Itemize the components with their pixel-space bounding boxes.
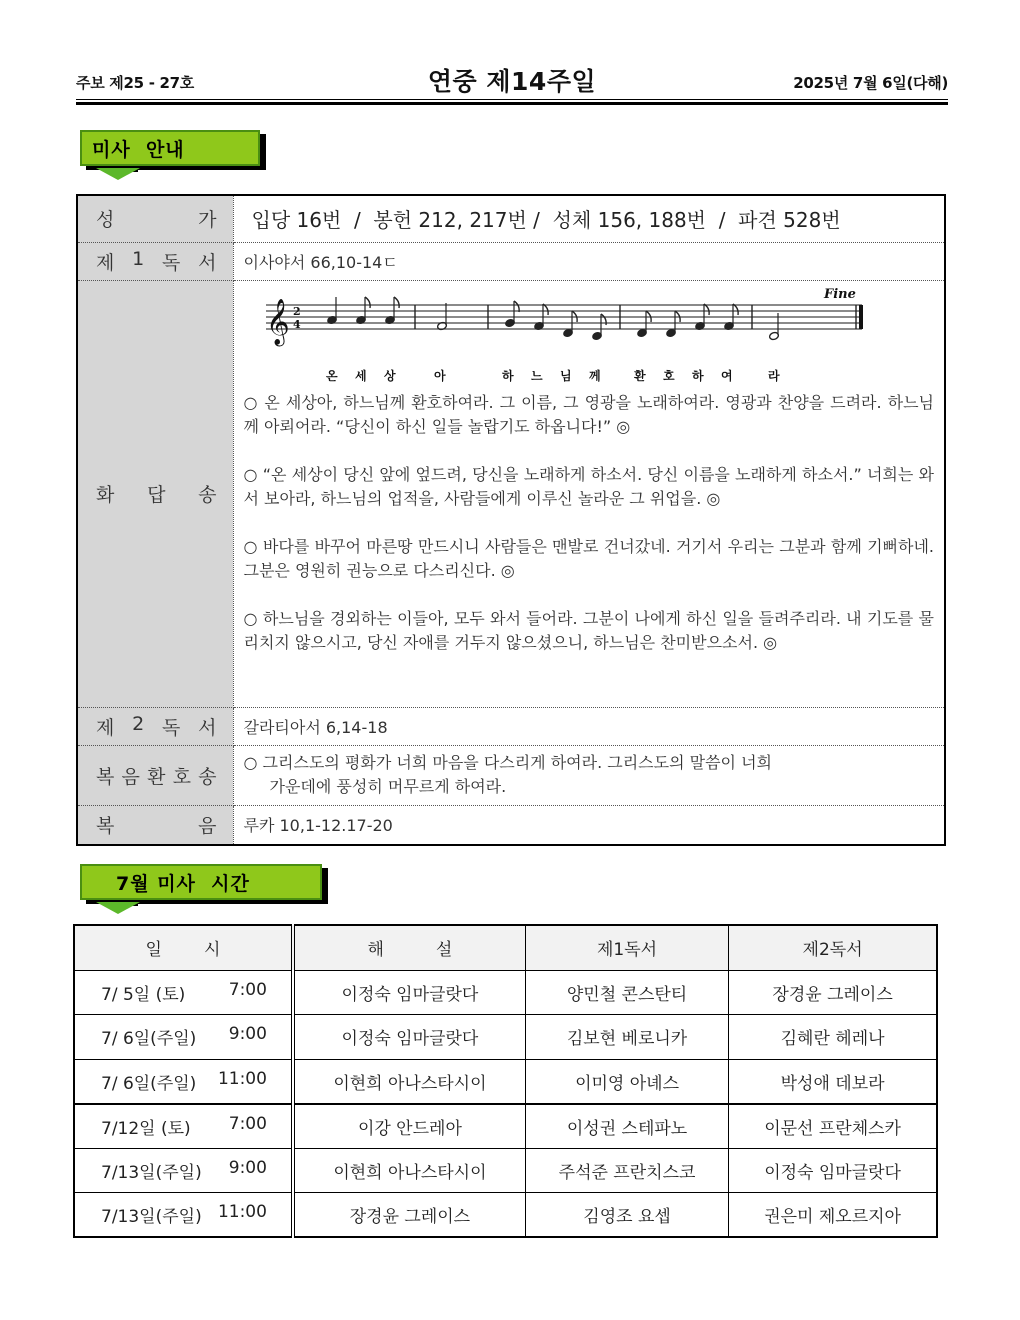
svg-text:온: 온 — [325, 368, 338, 383]
datetime-cell: 7/12일 (토) 7:00 — [74, 1104, 293, 1149]
commentator-cell: 이현희 아나스타시이 — [293, 1059, 525, 1104]
hymns-value: 입당 16번 / 봉헌 212, 217번 / 성체 156, 188번 / 파견 528번 — [233, 195, 945, 242]
psalm-verses — [244, 391, 937, 655]
mass-schedule-banner — [80, 864, 328, 902]
table-row — [74, 1104, 937, 1149]
psalm-verse: ○ 온 세상아, 하느님께 환호하여라. 그 이름, 그 영광을 노래하여라. 영광과 찬양을 드려라. 하느님께 아뢰어라. “당신이 하신 일들 놀랍기도 하옵니다!” ◎ — [243, 392, 934, 436]
bulletin-date: 2025년 7월 6일(다해) — [793, 74, 948, 92]
mass-schedule-banner-label: 7월 미사 시간 — [116, 873, 250, 895]
svg-text:4: 4 — [292, 317, 301, 331]
datetime-cell: 7/13일(주일) 11:00 — [74, 1193, 293, 1238]
svg-text:라: 라 — [767, 368, 780, 383]
responsorial-psalm-content — [233, 280, 945, 707]
row-gospel-acclamation — [77, 745, 945, 805]
svg-text:께: 께 — [588, 368, 601, 383]
svg-text:느: 느 — [530, 368, 543, 383]
second-reader-cell: 장경윤 그레이스 — [729, 970, 937, 1015]
arrow-down-icon — [96, 168, 140, 180]
svg-text:Fine: Fine — [823, 286, 856, 302]
datetime-cell: 7/13일(주일) 9:00 — [74, 1148, 293, 1193]
mass-info-table — [76, 194, 946, 846]
second-reader-cell: 김혜란 헤레나 — [729, 1015, 937, 1060]
col-header-second-reader: 제2독서 — [729, 925, 937, 970]
table-row — [74, 1193, 937, 1238]
label-gospel: 복 음 — [77, 805, 233, 845]
page-title: 연중 제14주일 — [427, 67, 597, 96]
header-divider-thick — [76, 102, 948, 105]
commentator-cell: 장경윤 그레이스 — [293, 1193, 525, 1238]
second-reader-cell: 이정숙 임마글랏다 — [729, 1148, 937, 1193]
svg-text:세: 세 — [354, 368, 367, 383]
first-reading-value: 이사야서 66,10-14ㄷ — [233, 242, 945, 280]
first-reader-cell: 양민철 콘스탄티 — [525, 970, 728, 1015]
row-first-reading — [77, 242, 945, 280]
svg-text:상: 상 — [383, 368, 396, 383]
svg-text:하: 하 — [501, 368, 514, 383]
second-reading-value: 갈라티아서 6,14-18 — [233, 707, 945, 745]
svg-text:하: 하 — [691, 368, 704, 383]
datetime-cell: 7/ 6일(주일) 11:00 — [74, 1059, 293, 1104]
table-row — [74, 970, 937, 1015]
label-responsorial-psalm: 화 답 송 — [77, 280, 233, 707]
header-divider-thin — [76, 99, 948, 100]
gospel-acclamation-value: ○ 그리스도의 평화가 너희 마음을 다스리게 하여라. 그리스도의 말씀이 너희 가운데에 풍성히 머무르게 하여라. — [233, 745, 945, 805]
commentator-cell: 이정숙 임마글랏다 — [293, 970, 525, 1015]
datetime-cell: 7/ 5일 (토) 7:00 — [74, 970, 293, 1015]
label-hymns: 성 가 — [77, 195, 233, 242]
row-gospel — [77, 805, 945, 845]
svg-text:아: 아 — [433, 368, 446, 383]
second-reader-cell: 권은미 제오르지아 — [729, 1193, 937, 1238]
commentator-cell: 이현희 아나스타시이 — [293, 1148, 525, 1193]
psalm-verse: ○ 하느님을 경외하는 이들아, 모두 와서 들어라. 그분이 나에게 하신 일을 들려주리라. 내 기도를 물리치지 않으시고, 당신 자애를 거두지 않으셨으니, 하느님은 찬미받으소서. ◎ — [243, 608, 934, 652]
svg-text:𝄞: 𝄞 — [265, 298, 290, 345]
first-reader-cell: 이성권 스테파노 — [525, 1104, 728, 1149]
label-second-reading: 제 2 독 서 — [77, 707, 233, 745]
psalm-verse: ○ “온 세상이 당신 앞에 엎드려, 당신을 노래하게 하소서. 당신 이름을 노래하게 하소서.” 너희는 와서 보아라, 하느님의 업적을, 사람들에게 이루신 놀라운 그 위업을. ◎ — [243, 464, 934, 508]
svg-text:호: 호 — [662, 368, 675, 383]
col-header-datetime: 일 시 — [74, 925, 293, 970]
label-first-reading: 제 1 독 서 — [77, 242, 233, 280]
first-reader-cell: 이미영 아녜스 — [525, 1059, 728, 1104]
svg-text:님: 님 — [559, 368, 572, 383]
svg-text:환: 환 — [633, 368, 646, 383]
table-row — [74, 1148, 937, 1193]
mass-info-banner-label: 미사 안내 — [92, 139, 185, 161]
mass-info-banner — [80, 130, 266, 168]
first-reader-cell: 김보현 베로니카 — [525, 1015, 728, 1060]
gospel-value: 루카 10,1-12.17-20 — [243, 816, 393, 836]
table-row — [74, 1015, 937, 1060]
svg-text:여: 여 — [720, 368, 733, 383]
commentator-cell: 이정숙 임마글랏다 — [293, 1015, 525, 1060]
col-header-commentator: 해 설 — [293, 925, 525, 970]
label-gospel-acclamation: 복 음 환 호 송 — [77, 745, 233, 805]
bulletin-header — [76, 62, 948, 102]
schedule-header-row — [74, 925, 937, 970]
mass-schedule-table — [73, 924, 938, 1238]
col-header-first-reader: 제1독서 — [525, 925, 728, 970]
music-staff — [244, 283, 937, 391]
svg-text:2: 2 — [292, 304, 301, 318]
table-row — [74, 1059, 937, 1104]
commentator-cell: 이강 안드레아 — [293, 1104, 525, 1149]
first-reader-cell: 주석준 프란치스코 — [525, 1148, 728, 1193]
arrow-down-icon — [96, 902, 140, 914]
issue-number: 주보 제25 - 27호 — [76, 74, 195, 92]
psalm-verse: ○ 바다를 바꾸어 마른땅 만드시니 사람들은 맨발로 건너갔네. 거기서 우리는 그분과 함께 기뻐하네. 그분은 영원히 권능으로 다스리신다. ◎ — [243, 536, 934, 580]
datetime-cell: 7/ 6일(주일) 9:00 — [74, 1015, 293, 1060]
second-reader-cell: 박성애 데보라 — [729, 1059, 937, 1104]
row-second-reading — [77, 707, 945, 745]
music-notation-icon — [244, 283, 884, 391]
first-reader-cell: 김영조 요셉 — [525, 1193, 728, 1238]
second-reader-cell: 이문선 프란체스카 — [729, 1104, 937, 1149]
row-hymns — [77, 195, 945, 242]
row-responsorial-psalm — [77, 280, 945, 707]
